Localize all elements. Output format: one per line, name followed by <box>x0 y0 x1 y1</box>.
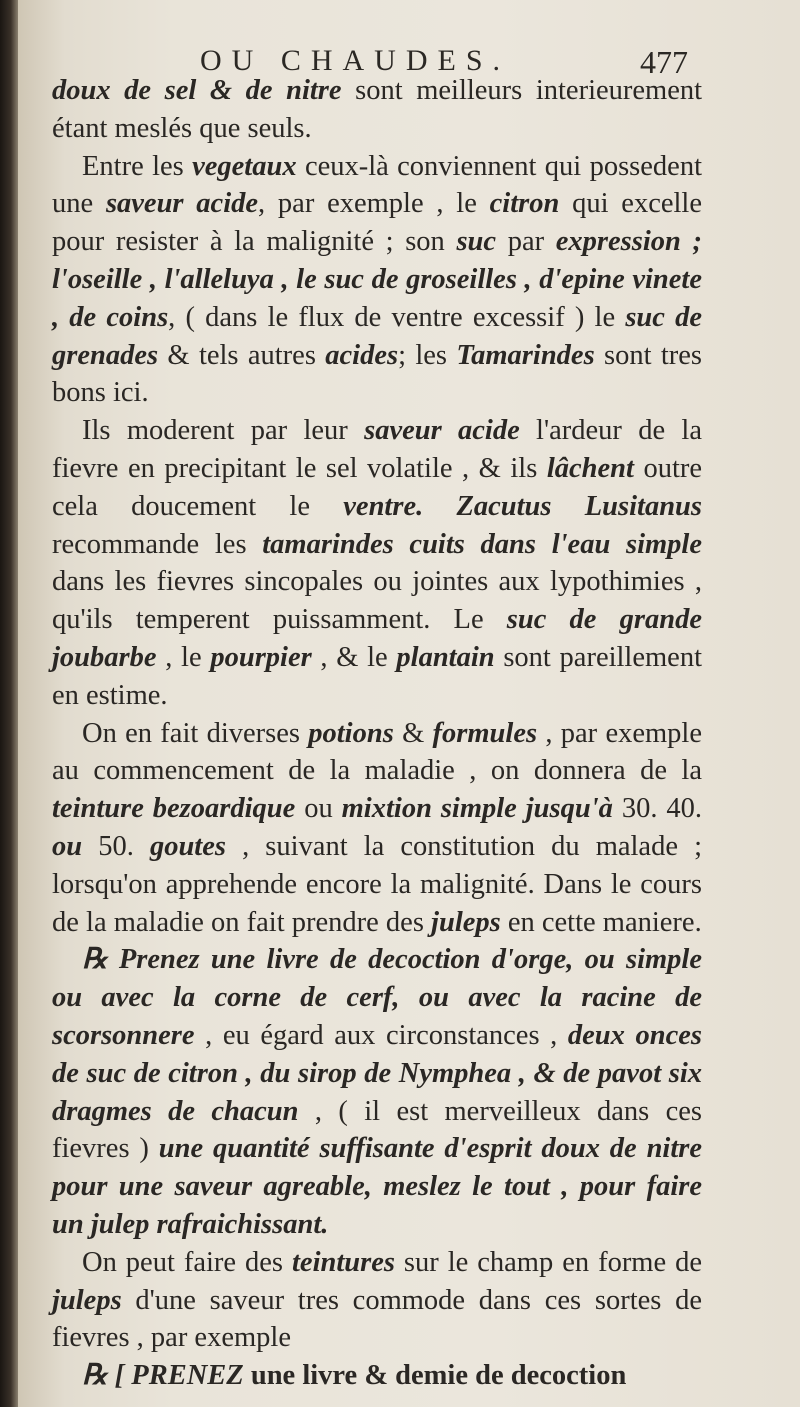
italic-text: ℞ [ PRENEZ <box>82 1360 244 1392</box>
italic-text: expression ; l'oseille , l'alleluya , le suc de groseilles , d'epine vinete , de coins <box>52 226 702 333</box>
paragraph <box>52 1244 702 1357</box>
book-spine-shadow <box>0 0 18 1407</box>
italic-text: teintures <box>292 1246 395 1278</box>
italic-text: tamarindes cuits dans l'eau simple <box>262 528 702 560</box>
text-run: sont meilleurs interieurement étant meslés que seuls. <box>52 75 703 144</box>
paragraph <box>52 148 702 413</box>
italic-text: goutes <box>149 830 226 862</box>
text-run: l'ardeur de la fievre en precipitant le sel volatile , & ils <box>52 415 702 484</box>
italic-text: lâchent <box>546 452 634 484</box>
body-text <box>52 72 702 1395</box>
text-run: & tels autres <box>158 339 326 371</box>
text-run: , eu égard aux circonstances , <box>194 1019 568 1051</box>
text-run: , & le <box>311 641 397 673</box>
italic-text: suc <box>456 226 497 258</box>
italic-text: une quantité suffisante d'esprit doux de nitre pour une saveur agreable, meslez le tout , pour faire un julep rafraichissant. <box>52 1133 702 1240</box>
italic-text: citron <box>489 188 560 220</box>
paragraph <box>52 72 702 148</box>
italic-text: formules <box>432 717 538 749</box>
text-run: sont tres bons ici. <box>52 339 702 409</box>
italic-text: deux onces de suc de citron , du sirop de Nymphea , & de pavot six dragmes de chacun <box>52 1019 702 1127</box>
italic-text: acides <box>325 339 399 371</box>
text-run: 50. <box>82 830 150 862</box>
running-head: OU CHAUDES. <box>200 44 511 77</box>
italic-text: plantain <box>396 641 495 673</box>
italic-text: saveur acide <box>105 188 259 220</box>
italic-text: juleps <box>52 1284 122 1316</box>
text-run: , par exemple , le <box>258 188 490 220</box>
text-run: , par exemple au commencement de la maladie , on donnera de la <box>52 717 702 787</box>
text-run: outre cela doucement le <box>52 452 703 522</box>
italic-text: ou <box>52 830 83 862</box>
text-run: , le <box>156 641 211 673</box>
italic-text: Tamarindes <box>456 339 595 371</box>
text-run: une livre & demie de decoction <box>243 1360 627 1392</box>
italic-text: pourpier <box>210 641 312 673</box>
text-run: sur le champ en forme de <box>394 1246 703 1278</box>
italic-text: potions <box>308 717 394 749</box>
italic-text: saveur acide <box>364 415 520 447</box>
text-run: dans les fievres sincopales ou jointes aux lypothimies , qu'ils temperent puissamment. Le <box>52 566 702 636</box>
paragraph <box>52 715 702 942</box>
text-run: & <box>393 717 433 749</box>
text-run: en cette maniere. <box>500 906 702 938</box>
italic-text: juleps <box>431 906 501 938</box>
text-run: sont pareillement en estime. <box>52 641 702 711</box>
text-run: On en fait diverses <box>82 717 309 749</box>
italic-text: teinture bezoardique <box>52 793 296 825</box>
italic-text: mixtion simple jusqu'à <box>341 793 613 825</box>
paragraph <box>52 941 702 1243</box>
italic-text: doux de sel & de nitre <box>52 75 342 106</box>
text-run: ; les <box>398 339 457 371</box>
text-run: ceux-là conviennent qui possedent une <box>52 150 702 220</box>
text-run: par <box>496 226 556 258</box>
text-run: On peut faire des <box>82 1246 292 1278</box>
italic-text: suc de grande joubarbe <box>52 604 702 673</box>
page-number: 477 <box>640 44 688 80</box>
text-run: ou <box>295 793 342 825</box>
text-run: , ( dans le flux de ventre excessif ) le <box>168 301 626 333</box>
text-run: qui excelle pour resister à la malignité ; son <box>52 188 702 258</box>
paragraph <box>52 1357 702 1395</box>
text-run: , ( il est merveilleux dans ces fievres ) <box>52 1095 703 1165</box>
italic-text: ℞ Prenez une livre de decoction d'orge, ou simple ou avec la corne de cerf, ou avec la racine de scorsonnere <box>52 944 702 1051</box>
text-run: Ils moderent par leur <box>82 415 365 447</box>
italic-text: ventre. Zacutus Lusitanus <box>343 490 702 522</box>
italic-text: vegetaux <box>192 150 297 182</box>
text-run: d'une saveur tres commode dans ces sortes de fievres , par exemple <box>52 1284 702 1354</box>
text-run: recommande les <box>52 528 263 560</box>
paragraph <box>52 412 702 714</box>
text-run: 30. 40. <box>612 793 702 825</box>
italic-text: suc de grenades <box>52 301 702 371</box>
text-run: Entre les <box>82 150 193 182</box>
text-run: , suivant la constitution du malade ; lorsqu'on apprehende encore la malignité. Dans le cours de la maladie on fait prendre des <box>52 830 703 938</box>
